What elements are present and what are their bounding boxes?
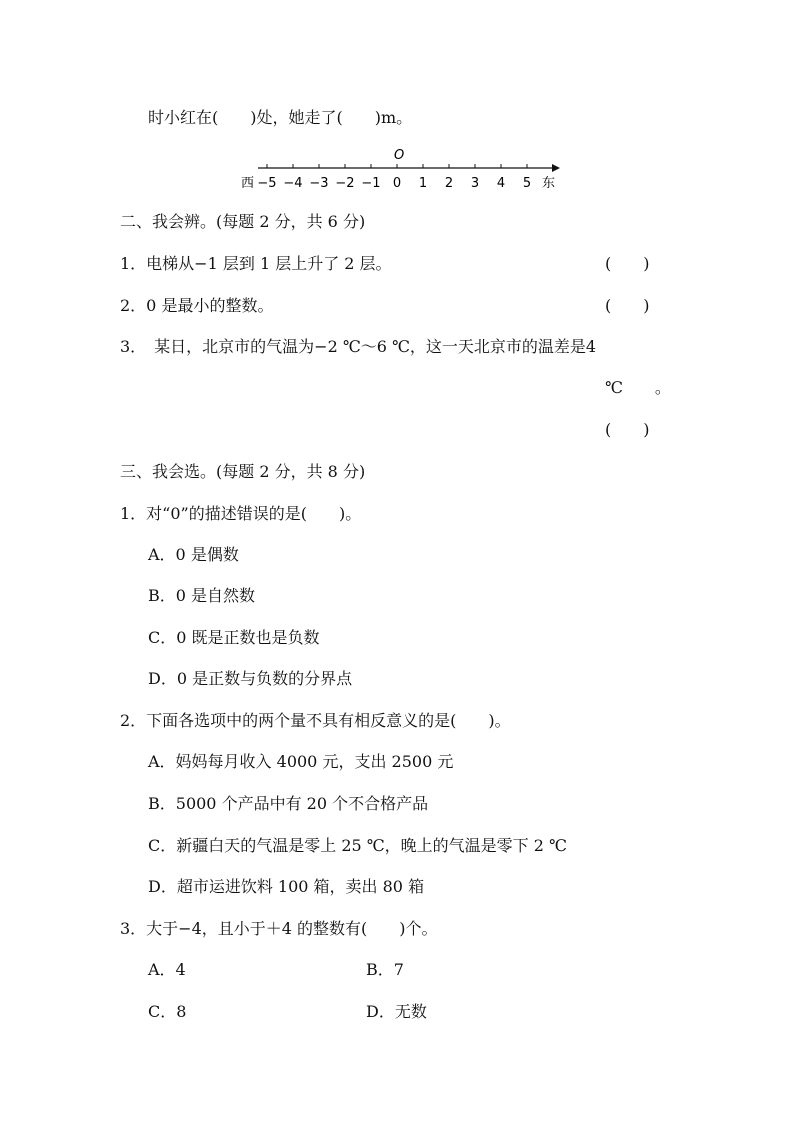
s3-q3-option-b[interactable]: B．7 <box>366 960 404 979</box>
s2-q3-answer[interactable]: ( ) <box>605 420 650 439</box>
s2-q2: 2．0 是最小的整数。 <box>120 296 274 315</box>
number-line-tick-label: 5 <box>522 176 532 191</box>
s3-q3-option-a[interactable]: A．4 <box>148 960 186 979</box>
s3-q2-option-c[interactable]: C．新疆白天的气温是零上 25 ℃，晚上的气温是零下 2 ℃ <box>148 836 567 855</box>
s2-q1-answer[interactable]: ( ) <box>605 254 650 273</box>
number-line-tick-label: −3 <box>309 176 329 191</box>
s3-q1-option-a[interactable]: A．0 是偶数 <box>148 545 239 564</box>
s3-q2-option-b[interactable]: B．5000 个产品中有 20 个不合格产品 <box>148 794 429 813</box>
s3-q2-stem: 2．下面各选项中的两个量不具有相反意义的是( )。 <box>120 711 511 730</box>
number-line-tick-label: 0 <box>392 176 402 191</box>
s3-q2-option-d[interactable]: D．超市运进饮料 100 箱，卖出 80 箱 <box>148 877 425 896</box>
s2-q3: 3． 某日，北京市的气温为−2 ℃～6 ℃，这一天北京市的温差是4 <box>120 337 597 356</box>
s3-q3-option-c[interactable]: C．8 <box>148 1002 187 1021</box>
number-line-tick-label: 4 <box>496 176 506 191</box>
arrow-east-icon <box>552 164 560 172</box>
s3-q1-option-d[interactable]: D．0 是正数与负数的分界点 <box>148 669 353 688</box>
origin-label: O <box>394 148 405 163</box>
number-line-tick-label: 2 <box>444 176 454 191</box>
s2-q1: 1．电梯从−1 层到 1 层上升了 2 层。 <box>120 254 392 273</box>
s2-q2-answer[interactable]: ( ) <box>605 296 650 315</box>
section2-heading: 二、我会辨。(每题 2 分，共 6 分) <box>120 212 366 231</box>
west-label: 西 <box>241 176 255 191</box>
section3-heading: 三、我会选。(每题 2 分，共 8 分) <box>120 462 366 481</box>
s3-q2-option-a[interactable]: A．妈妈每月收入 4000 元，支出 2500 元 <box>148 752 454 771</box>
s3-q1-option-b[interactable]: B．0 是自然数 <box>148 586 256 605</box>
number-line-tick-label: −5 <box>257 176 277 191</box>
s3-q1-stem: 1．对“0”的描述错误的是( )。 <box>120 504 362 523</box>
number-line-tick-label: −2 <box>335 176 355 191</box>
s3-q1-option-c[interactable]: C．0 既是正数也是负数 <box>148 628 320 647</box>
s3-q3-stem: 3．大于−4，且小于＋4 的整数有( )个。 <box>120 919 438 938</box>
number-line <box>240 143 570 195</box>
s2-q3-cont: ℃ 。 <box>605 378 671 397</box>
number-line-graphic <box>240 143 570 191</box>
intro-line: 时小红在( )处，她走了( )m。 <box>148 108 413 127</box>
east-label: 东 <box>542 176 556 191</box>
number-line-tick-label: 1 <box>418 176 428 191</box>
number-line-tick-label: −4 <box>283 176 303 191</box>
number-line-tick-label: −1 <box>361 176 381 191</box>
number-line-tick-label: 3 <box>470 176 480 191</box>
s3-q3-option-d[interactable]: D．无数 <box>366 1002 427 1021</box>
